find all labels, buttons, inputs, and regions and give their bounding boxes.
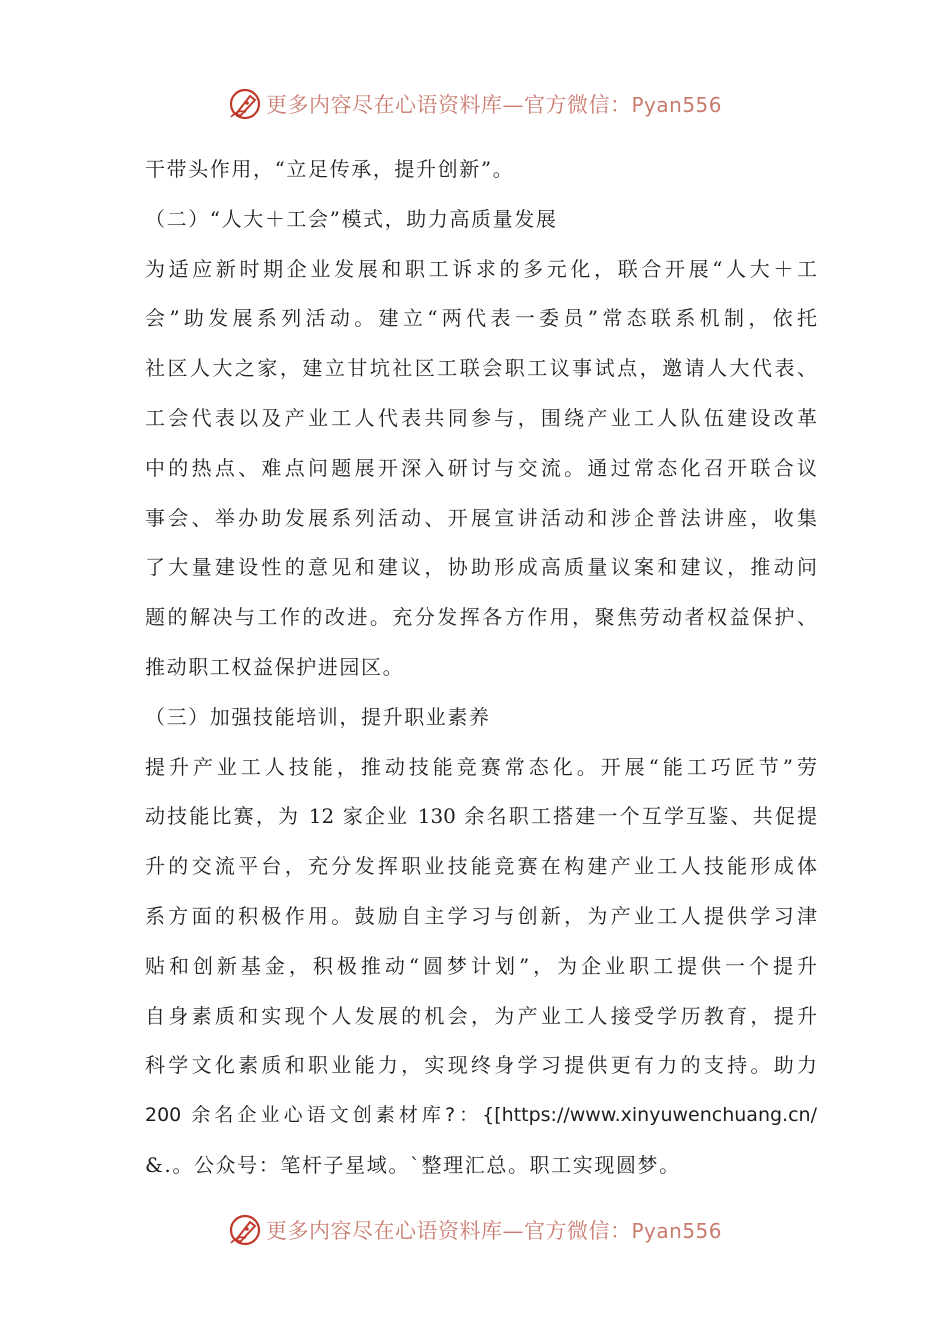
paragraph-line: 自身素质和实现个人发展的机会，为产业工人接受学历教育，提升 (145, 1003, 817, 1028)
paragraph-line: 系方面的积极作用。鼓励自主学习与创新，为产业工人提供学习津 (145, 903, 817, 928)
paragraph-line: 事会、举办助发展系列活动、开展宣讲活动和涉企普法讲座，收集 (145, 505, 817, 530)
paragraph-line: 提升产业工人技能，推动技能竞赛常态化。开展“能工巧匠节”劳 (145, 754, 817, 779)
paragraph-line: 动技能比赛，为 12 家企业 130 余名职工搭建一个互学互鉴、共促提 (145, 804, 817, 829)
pen-nib-logo-icon (228, 1213, 262, 1247)
header-watermark-text: 更多内容尽在心语资料库—官方微信：Pyan556 (265, 93, 722, 117)
document-body (145, 145, 817, 1191)
paragraph-line: 题的解决与工作的改进。充分发挥各方作用，聚焦劳动者权益保护、 (145, 605, 817, 630)
paragraph-line: 社区人大之家，建立甘坑社区工联会职工议事试点，邀请人大代表、 (145, 356, 817, 381)
paragraph-line: 200 余名企业心语文创素材库?：{[https://www.xinyuwenchuang.cn/ (145, 1104, 817, 1127)
paragraph-line: 会”助发展系列活动。建立“两代表一委员”常态联系机制，依托 (145, 306, 817, 331)
paragraph-line: 工会代表以及产业工人代表共同参与，围绕产业工人队伍建设改革 (145, 405, 817, 430)
paragraph-line: &.。公众号：笔杆子星域。`整理汇总。职工实现圆梦。 (145, 1152, 681, 1177)
paragraph-line: 干带头作用，“立足传承，提升创新”。 (145, 157, 515, 181)
paragraph-line: 升的交流平台，充分发挥职业技能竞赛在构建产业工人技能形成体 (145, 854, 817, 879)
paragraph-line: 中的热点、难点问题展开深入研讨与交流。通过常态化召开联合议 (145, 455, 817, 480)
paragraph-line: 为适应新时期企业发展和职工诉求的多元化，联合开展“人大＋工 (145, 256, 817, 281)
paragraph-line: 了大量建设性的意见和建议，协助形成高质量议案和建议，推动问 (145, 555, 817, 580)
wechat-id: Pyan556 (631, 1219, 722, 1243)
section-heading-2: （二）“人大＋工会”模式，助力高质量发展 (145, 206, 558, 231)
header-watermark (0, 82, 950, 126)
paragraph-line: 推动职工权益保护进园区。 (145, 654, 405, 679)
pen-nib-logo-icon (228, 87, 262, 121)
footer-watermark-text: 更多内容尽在心语资料库—官方微信：Pyan556 (265, 1219, 722, 1243)
paragraph-line: 科学文化素质和职业能力，实现终身学习提供更有力的支持。助力 (145, 1053, 817, 1078)
wechat-id: Pyan556 (631, 93, 722, 117)
paragraph-line: 贴和创新基金，积极推动“圆梦计划”，为企业职工提供一个提升 (145, 953, 817, 978)
footer-watermark (0, 1208, 950, 1252)
section-heading-3: （三）加强技能培训，提升职业素养 (145, 704, 491, 729)
